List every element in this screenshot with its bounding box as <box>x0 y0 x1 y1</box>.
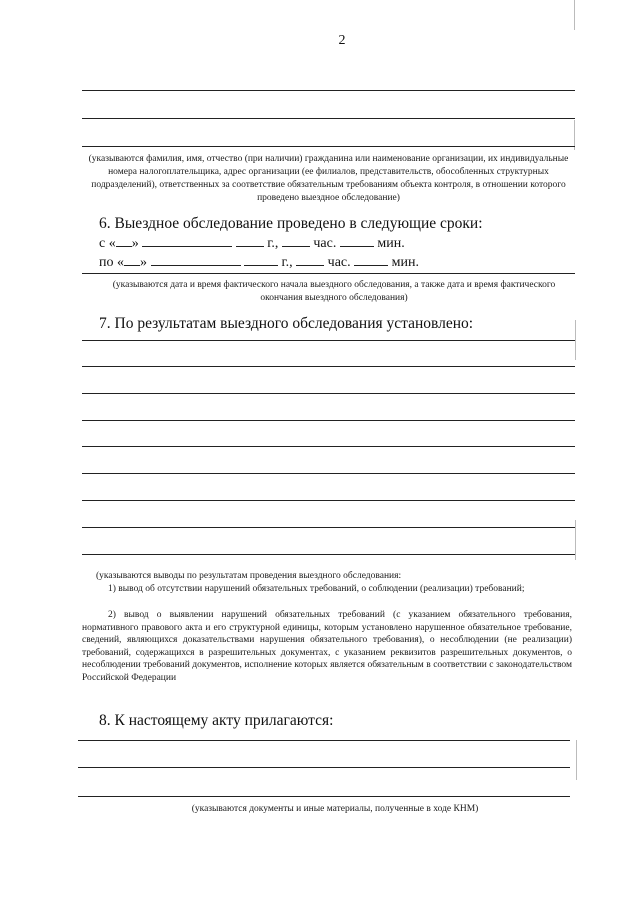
fill-line <box>78 796 570 797</box>
findings-caption-item2: 2) вывод о выявлении нарушений обязательных требований (с указанием обязательного требования, нормативного правового акта и его структурной единицы, которым установлено нарушенное обязательное требование, сведений, являющихся доказательствами нарушения обязательного требования), о несоблюдении (не реализации) требований, содержащихся в разрешительных документах, с указанием реквизитов разрешительных документов, о несоблюдении требований документов, исполнение которых является обязательным в соответствии с законодательством Российской Федерации <box>82 610 572 683</box>
fill-line <box>82 366 575 367</box>
end-hour-field[interactable] <box>296 253 324 266</box>
fill-line <box>82 118 575 119</box>
fill-line <box>82 473 575 474</box>
fill-line <box>82 554 575 555</box>
min-label: мин. <box>391 255 419 270</box>
year-label: г., <box>281 255 293 270</box>
fill-line <box>82 146 575 147</box>
scan-edge-mark <box>575 520 576 560</box>
end-day-field[interactable] <box>124 253 140 266</box>
start-month-field[interactable] <box>142 234 232 247</box>
findings-caption-intro <box>82 570 572 583</box>
fill-line <box>82 527 575 528</box>
quote-close: » <box>131 236 139 251</box>
quote-close: » <box>140 255 147 270</box>
start-hour-field[interactable] <box>282 234 310 247</box>
fill-line <box>82 446 575 447</box>
end-year-field[interactable] <box>244 253 278 266</box>
subject-caption: (указываются фамилия, имя, отчество (при наличии) гражданина или наименование организации, их индивидуальные номера налогоплательщика, адрес организации (ее филиалов, представительств, обособленных структурных подразделений), ответственных за соответствие обязательным требованиям объекта контроля, в отношении которого проведено выездное обследование) <box>88 154 569 203</box>
scan-edge-mark <box>576 740 577 780</box>
start-year-field[interactable] <box>236 234 264 247</box>
page-number: 2 <box>338 33 346 48</box>
fill-line <box>82 500 575 501</box>
start-min-field[interactable] <box>340 234 374 247</box>
section7-heading: 7. По результатам выездного обследования установлено: <box>99 315 474 332</box>
end-month-field[interactable] <box>151 253 241 266</box>
scan-edge-mark <box>574 0 575 30</box>
dates-caption: (указываются дата и время фактического начала выездного обследования, а также дата и время фактического окончания выездного обследования) <box>112 280 556 303</box>
findings-caption-item1: 1) вывод об отсутствии нарушений обязательных требований, о соблюдении (реализации) требований; <box>108 584 525 594</box>
attachments-caption: (указываются документы и иные материалы, полученные в ходе КНМ) <box>191 804 479 814</box>
fill-line <box>82 340 575 341</box>
min-label: мин. <box>377 236 405 251</box>
year-label: г., <box>267 236 279 251</box>
fill-line <box>82 273 575 274</box>
end-min-field[interactable] <box>354 253 388 266</box>
end-datetime-row <box>99 253 419 271</box>
section6-heading: 6. Выездное обследование проведено в следующие сроки: <box>99 215 483 232</box>
fill-line <box>78 740 570 741</box>
to-prefix: по « <box>99 255 124 270</box>
findings-caption-intro-text: (указываются выводы по результатам проведения выездного обследования: <box>96 571 402 581</box>
scan-edge-mark <box>575 320 576 360</box>
fill-line <box>82 90 575 91</box>
fill-line <box>82 420 575 421</box>
hour-label: час. <box>327 255 351 270</box>
fill-line <box>82 393 575 394</box>
fill-line <box>78 767 570 768</box>
from-prefix: с « <box>99 236 116 251</box>
start-day-field[interactable] <box>116 234 132 247</box>
start-datetime-row <box>99 234 405 252</box>
hour-label: час. <box>313 236 337 251</box>
section8-heading: 8. К настоящему акту прилагаются: <box>99 712 334 729</box>
